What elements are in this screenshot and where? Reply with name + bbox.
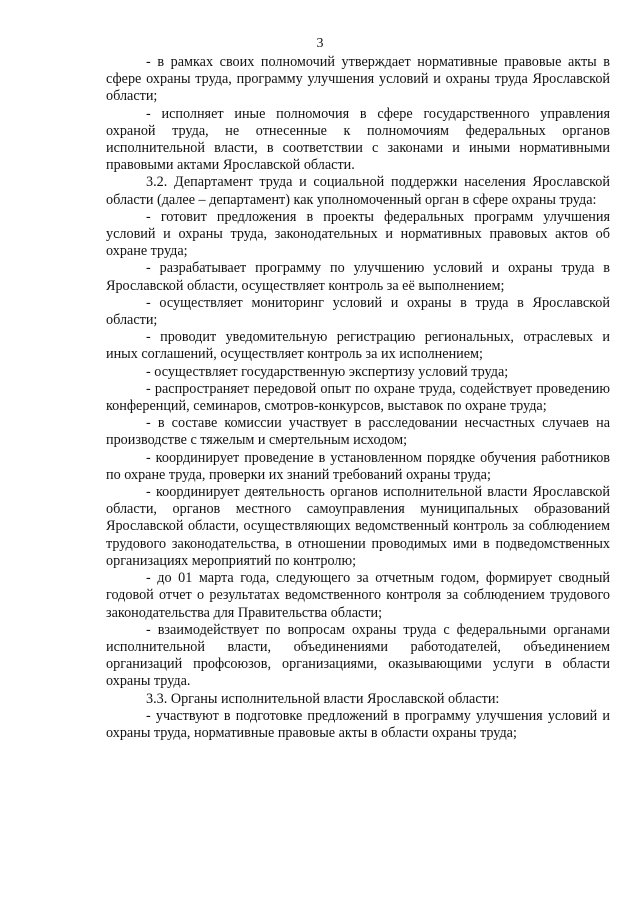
paragraph: - взаимодействует по вопросам охраны труда с федеральными органами исполнительной власти, объединениями работодателей, объединением организаций профсоюзов, организациями, оказывающими услуги в области охраны труда. [106,621,610,690]
paragraph: - разрабатывает программу по улучшению условий и охраны труда в Ярославской области, осуществляет контроль за её выполнением; [106,260,610,294]
paragraph: - проводит уведомительную регистрацию региональных, отраслевых и иных соглашений, осуществляет контроль за их исполнением; [106,329,610,363]
paragraph: - координирует проведение в установленном порядке обучения работников по охране труда, проверки их знаний требований охраны труда; [106,449,610,483]
page-number: 3 [316,36,324,51]
section-heading-paragraph: 3.2. Департамент труда и социальной поддержки населения Ярославской области (далее – департамент) как уполномоченный орган в сфере охраны труда: [106,174,610,208]
paragraph: - исполняет иные полномочия в сфере государственного управления охраной труда, не отнесенные к полномочиям федеральных органов исполнительной власти, в соответствии с законами и иными нормативными правовыми актами Ярославской области. [106,105,610,174]
paragraph: - осуществляет государственную экспертизу условий труда; [146,363,509,380]
paragraph: - в составе комиссии участвует в расследовании несчастных случаев на производстве с тяжелым и смертельным исходом; [106,415,610,449]
paragraph: - в рамках своих полномочий утверждает нормативные правовые акты в сфере охраны труда, программу улучшения условий и охраны труда Ярославской области; [106,54,610,105]
paragraph: - готовит предложения в проекты федеральных программ улучшения условий и охраны труда, законодательных и нормативных правовых актов об охране труда; [106,208,610,260]
paragraph: - участвуют в подготовке предложений в программу улучшения условий и охраны труда, нормативные правовые акты в области охраны труда; [106,707,610,741]
document-body [106,54,610,742]
paragraph: - распространяет передовой опыт по охране труда, содействует проведению конференций, семинаров, смотров-конкурсов, выставок по охране труда; [106,380,610,415]
paragraph: - до 01 марта года, следующего за отчетным годом, формирует сводный годовой отчет о результатах ведомственного контроля за соблюдением трудового законодательства для Правительства области; [106,570,610,621]
paragraph: - осуществляет мониторинг условий и охраны в труда в Ярославской области; [106,294,610,329]
section-heading-paragraph: 3.3. Органы исполнительной власти Ярославской области: [146,690,500,707]
paragraph: - координирует деятельность органов исполнительной власти Ярославской области, органов местного самоуправления муниципальных образований Ярославской области, осуществляющих ведомственный контроль за соблюдением трудового законодательства, в отношении проводимых ими в подведомственных организациях мероприятий по контролю; [106,484,610,569]
